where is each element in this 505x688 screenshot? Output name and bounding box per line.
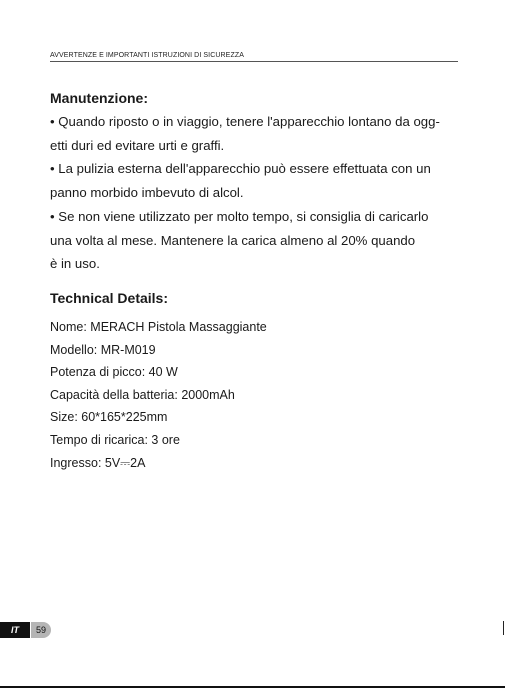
page-tab [0, 622, 52, 638]
page-number: 59 [31, 622, 51, 638]
spec-charging-time: Tempo di ricarica: 3 ore [50, 432, 180, 447]
maintenance-line: una volta al mese. Mantenere la carica almeno al 20% quando [50, 232, 416, 248]
maintenance-line: etti duri ed evitare urti e graffi. [50, 137, 225, 153]
maintenance-line: • La pulizia esterna dell'apparecchio può essere effettuata con un [50, 161, 431, 177]
maintenance-line: • Quando riposto o in viaggio, tenere l'apparecchio lontano da ogg- [50, 114, 440, 129]
header-divider [50, 61, 458, 62]
technical-details-list [50, 316, 267, 474]
technical-details-heading [50, 290, 168, 306]
spec-size: Size: 60*165*225mm [50, 410, 168, 425]
technical-details-title: Technical Details [50, 290, 164, 306]
page-header: AVVERTENZE E IMPORTANTI ISTRUZIONI DI SICUREZZA [50, 52, 244, 59]
maintenance-heading: Manutenzione: [50, 90, 148, 106]
spec-battery-capacity: Capacità della batteria: 2000mAh [50, 387, 235, 402]
spec-model: Modello: MR-M019 [50, 342, 156, 357]
technical-details-colon: : [163, 290, 169, 306]
spec-name: Nome: MERACH Pistola Massaggiante [50, 320, 267, 334]
language-tab: IT [0, 622, 30, 638]
maintenance-line: panno morbido imbevuto di alcol. [50, 185, 244, 201]
spec-peak-power: Potenza di picco: 40 W [50, 365, 178, 380]
maintenance-line: • Se non viene utilizzato per molto tempo, si consiglia di caricarlo [50, 208, 429, 224]
maintenance-body [50, 110, 470, 276]
spec-input: Ingresso: 5V⎓2A [50, 455, 146, 470]
margin-tick [503, 621, 504, 635]
maintenance-line: è in uso. [50, 256, 100, 272]
